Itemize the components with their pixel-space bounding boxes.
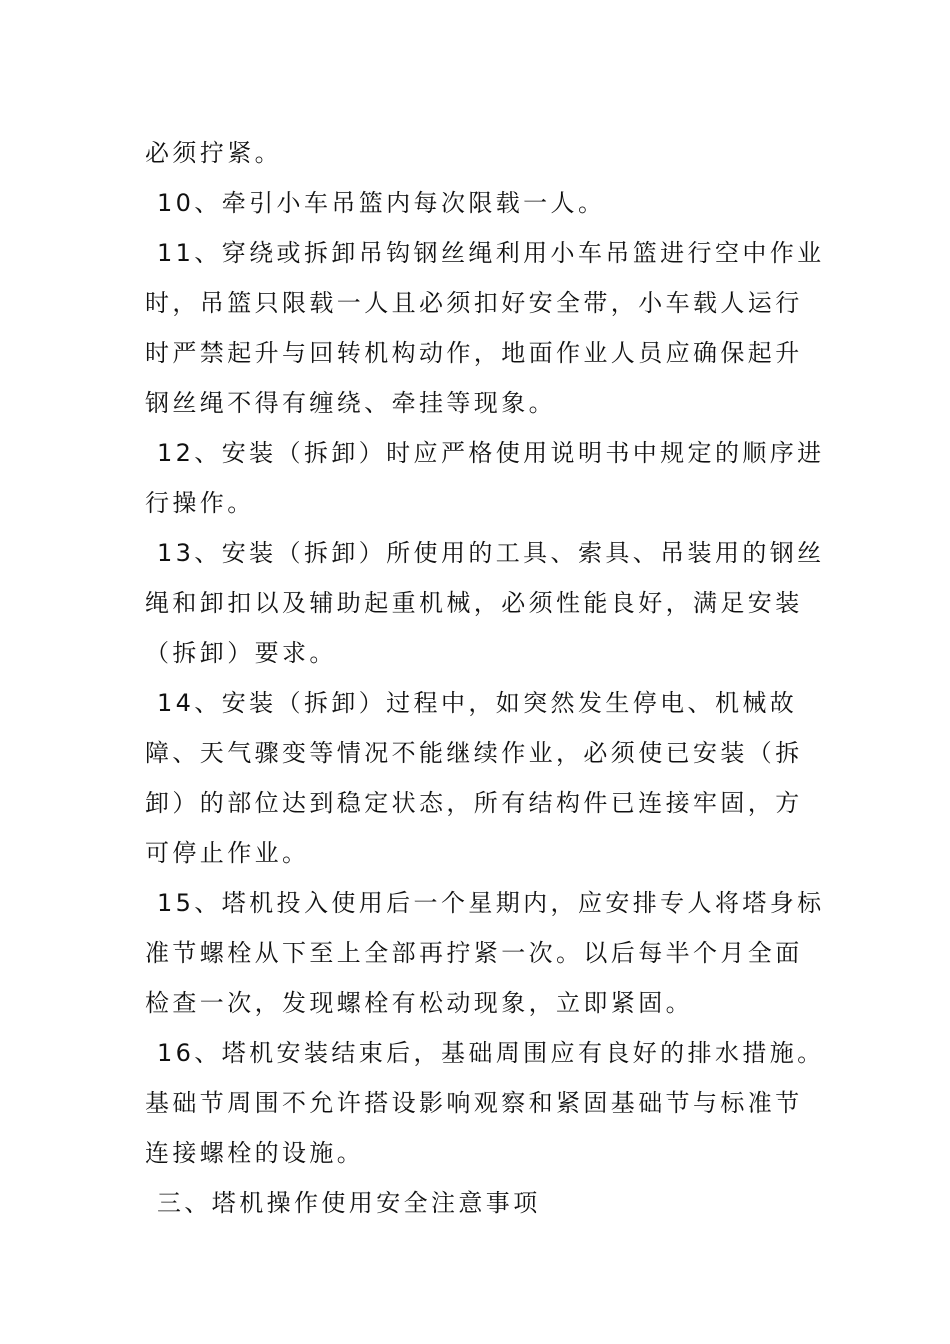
paragraph-item-10: 10、牵引小车吊篮内每次限载一人。	[157, 189, 606, 217]
paragraph-item-12: 12、安装（拆卸）时应严格使用说明书中规定的顺序进行操作。	[145, 439, 825, 517]
paragraph-item-14: 14、安装（拆卸）过程中，如突然发生停电、机械故障、天气骤变等情况不能继续作业，必须使已安装（拆卸）的部位达到稳定状态，所有结构件已连接牢固，方可停止作业。	[145, 689, 803, 867]
paragraph-item-16: 16、塔机安装结束后，基础周围应有良好的排水措施。基础节周围不允许搭设影响观察和紧固基础节与标准节连接螺栓的设施。	[145, 1039, 825, 1167]
section-heading: 三、塔机操作使用安全注意事项	[157, 1189, 541, 1217]
paragraph-item-11: 11、穿绕或拆卸吊钩钢丝绳利用小车吊篮进行空中作业时，吊篮只限载一人且必须扣好安全带，小车载人运行时严禁起升与回转机构动作，地面作业人员应确保起升钢丝绳不得有缠绕、牵挂等现象。	[145, 239, 825, 417]
paragraph-item-13: 13、安装（拆卸）所使用的工具、索具、吊装用的钢丝绳和卸扣以及辅助起重机械，必须性能良好，满足安装（拆卸）要求。	[145, 539, 825, 667]
document-body	[145, 128, 825, 1228]
paragraph-item-15: 15、塔机投入使用后一个星期内，应安排专人将塔身标准节螺栓从下至上全部再拧紧一次。以后每半个月全面检查一次，发现螺栓有松动现象，立即紧固。	[145, 889, 825, 1017]
paragraph-continuation: 必须拧紧。	[145, 139, 282, 167]
